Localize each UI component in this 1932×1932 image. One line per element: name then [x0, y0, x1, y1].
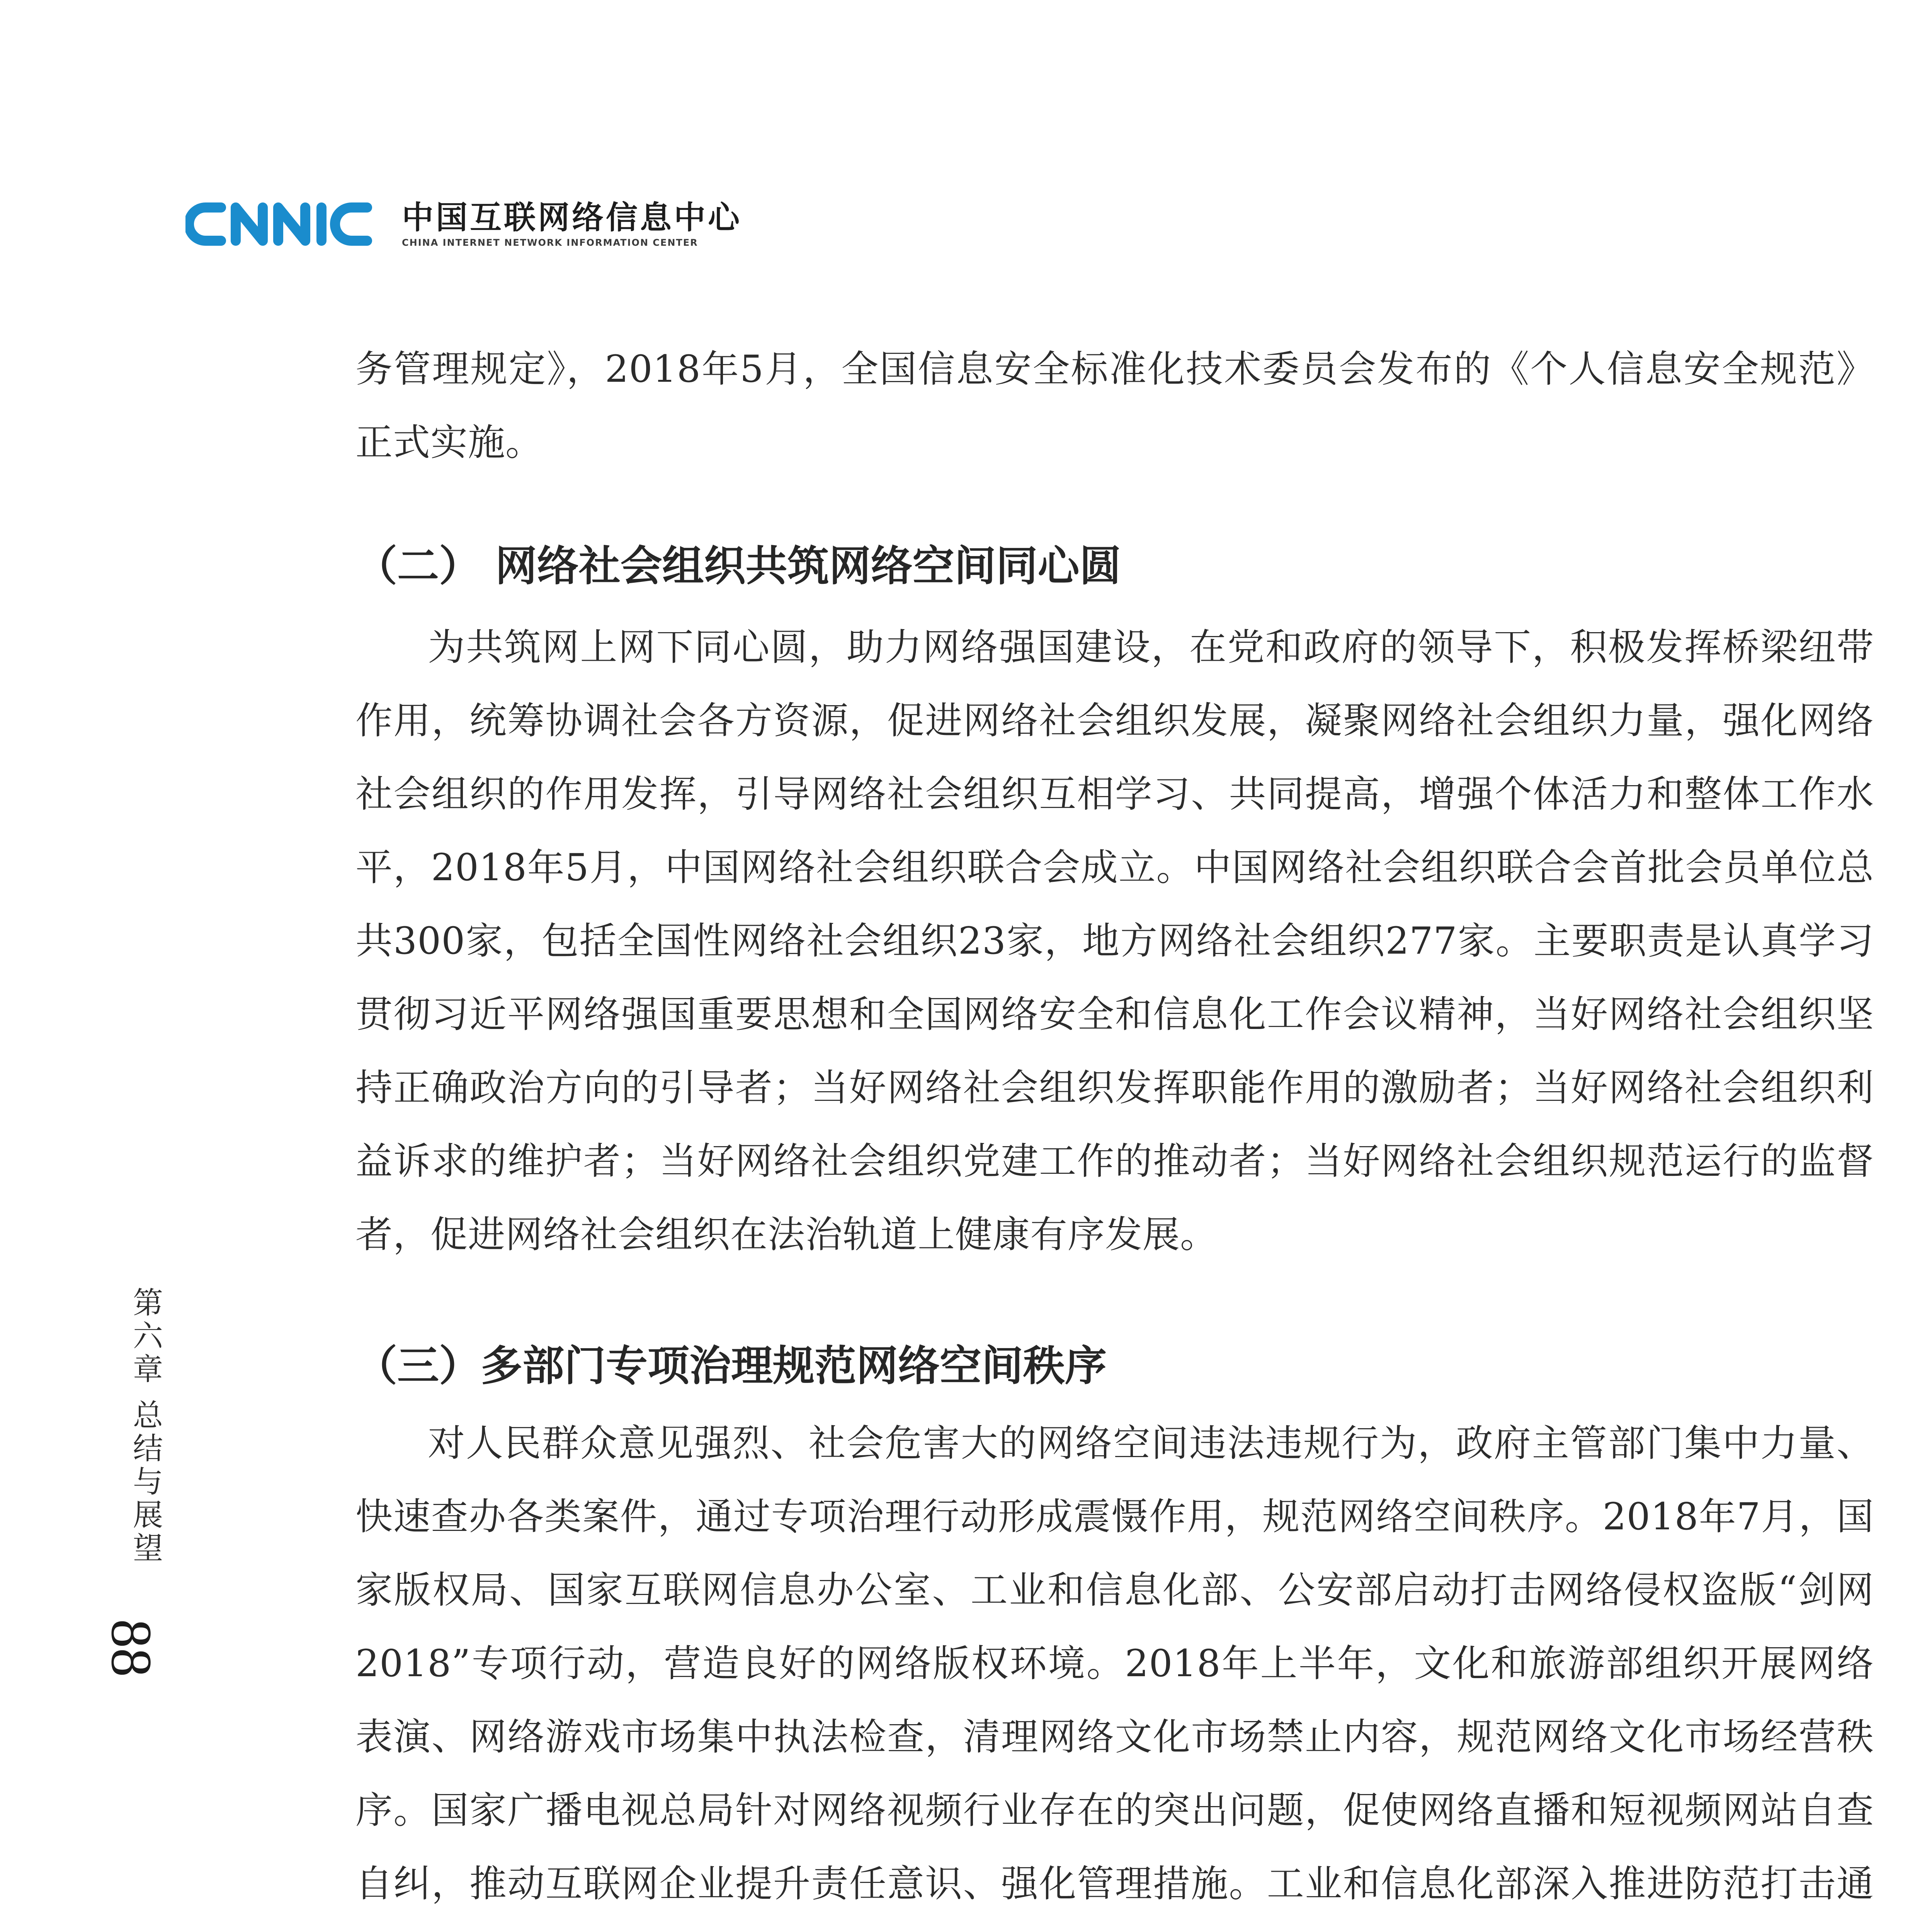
page-number: 88 — [99, 1619, 163, 1677]
page-number-box — [99, 1607, 163, 1685]
org-name-cn: 中国互联网络信息中心 — [402, 199, 742, 236]
cnnic-logo-mark — [185, 199, 386, 249]
section-heading-2: （二） 网络社会组织共筑网络空间同心圆 — [355, 542, 1121, 590]
chapter-label: 第六章 总结与展望 — [128, 1287, 163, 1565]
org-name-en: CHINA INTERNET NETWORK INFORMATION CENTER — [402, 237, 698, 248]
cnnic-logo — [185, 193, 742, 255]
section-heading-3: （三）多部门专项治理规范网络空间秩序 — [355, 1342, 1107, 1390]
side-margin-label — [100, 1287, 162, 1712]
paragraph-section-3: 对人民群众意见强烈、社会危害大的网络空间违法违规行为，政府主管部门集中力量、快速查办各类案件，通过专项治理行动形成震慑作用，规范网络空间秩序。2018年7月，国家版权局、国家互联网信息办公室、工业和信息化部、公安部启动打击网络侵权盗版“剑网2018”专项行动，营造良好的网络版权环境。2018年上半年，文化和旅游部组织开展网络表演、网络游戏市场集中执法检查，清理网络文化市场禁止内容，规范网络文化市场经营秩序。国家广播电视总局针对网络视频行业存在的突出问题，促使网络直播和短视频网站自查自纠，推动互联网企业提升责任意识、强化管理措施。工业和信息化部深入推进防范打击通 — [355, 1422, 1874, 1905]
page-body — [355, 332, 1874, 1932]
paragraph-section-2: 为共筑网上网下同心圆，助力网络强国建设，在党和政府的领导下，积极发挥桥梁纽带作用，统筹协调社会各方资源，促进网络社会组织发展，凝聚网络社会组织力量，强化网络社会组织的作用发挥，引导网络社会组织互相学习、共同提高，增强个体活力和整体工作水平，2018年5月，中国网络社会组织联合会成立。中国网络社会组织联合会首批会员单位总共300家，包括全国性网络社会组织23家，地方网络社会组织277家。主要职责是认真学习贯彻习近平网络强国重要思想和全国网络安全和信息化工作会议精神，当好网络社会组织坚持正确政治方向的引导者；当好网络社会组织发挥职能作用的激励者；当好网络社会组织利益诉求的维护者；当好网络社会组织党建工作的推动者；当好网络社会组织规范运行的监督者，促进网络社会组织在法治轨道上健康有序发展。 — [355, 626, 1874, 1256]
paragraph-continued: 务管理规定》，2018年5月，全国信息安全标准化技术委员会发布的《个人信息安全规范》正式实施。 — [355, 347, 1874, 464]
logo-text — [402, 199, 742, 249]
